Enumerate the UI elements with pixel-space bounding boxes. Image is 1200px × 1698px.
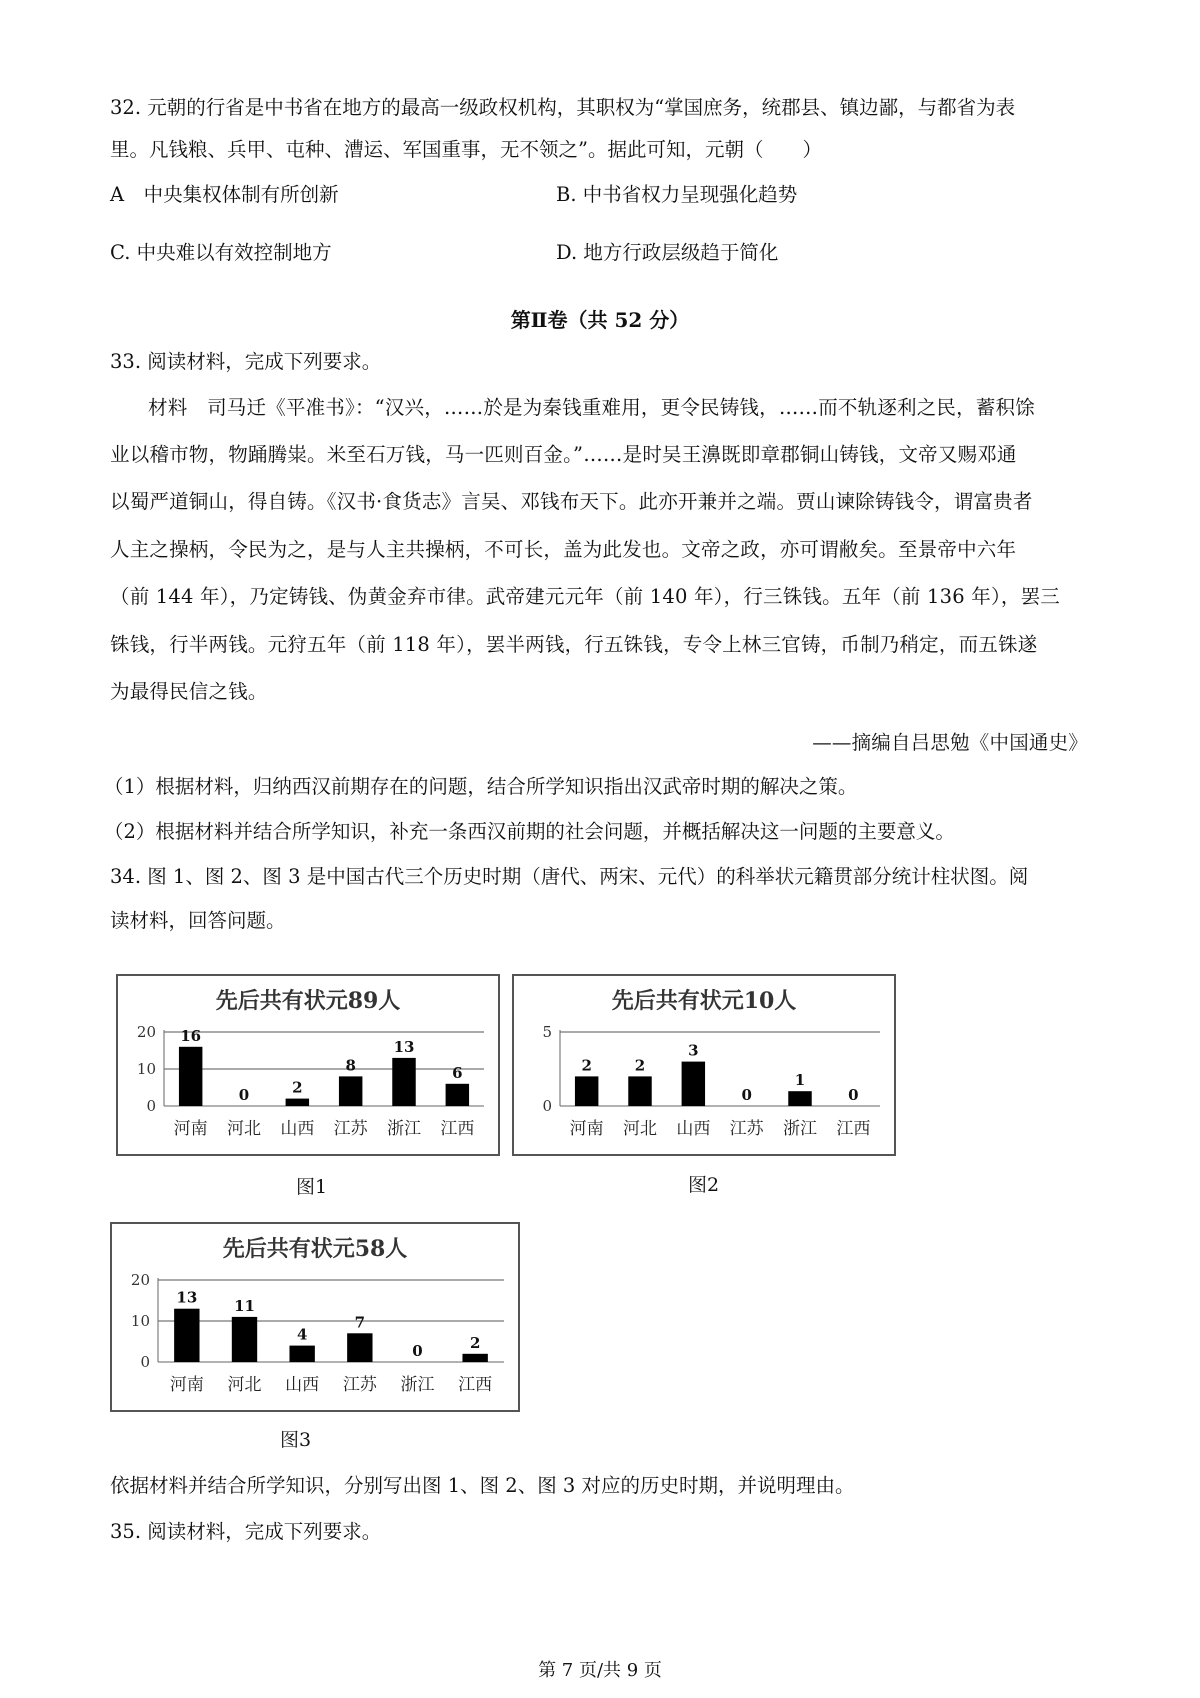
x-tick-label: 河北	[623, 1119, 657, 1139]
data-label: 16	[180, 1026, 202, 1045]
q32-option-b: B. 中书省权力呈现强化趋势	[556, 183, 798, 206]
bar	[788, 1091, 811, 1106]
bar	[179, 1047, 202, 1106]
data-label: 6	[452, 1063, 463, 1082]
q32-option-a: A 中央集权体制有所创新	[110, 183, 339, 206]
data-label: 2	[469, 1333, 481, 1352]
x-tick-label: 河南	[569, 1119, 604, 1139]
q33-material-line: 为最得民信之钱。	[110, 680, 268, 703]
q33-material-line: 以蜀严道铜山，得自铸。《汉书·食货志》言吴、邓钱布天下。此亦开兼并之端。贾山谏除铸钱令，谓富贵者	[110, 490, 1033, 513]
chart-figure-3	[110, 1222, 520, 1412]
chart-figure-1	[116, 974, 500, 1156]
x-tick-label: 江苏	[729, 1119, 764, 1139]
bar	[446, 1084, 469, 1106]
figure-1-caption: 图1	[296, 1176, 328, 1198]
chart-title: 先后共有状元89人	[215, 988, 401, 1014]
bar-chart-2	[514, 976, 894, 1154]
data-label: 2	[634, 1056, 646, 1075]
data-label: 4	[296, 1325, 308, 1344]
q33-material-line: 业以稽市物，物踊腾粜。米至石万钱，马一匹则百金。”……是时吴王濞既即章郡铜山铸钱，文帝又赐邓通	[110, 443, 1017, 466]
bar	[575, 1076, 598, 1106]
q35-stem: 35. 阅读材料，完成下列要求。	[110, 1520, 382, 1543]
x-tick-label: 河南	[173, 1119, 208, 1139]
q33-material-line: （前 144 年），乃定铸钱、伪黄金弃市律。武帝建元元年（前 140 年），行三铢钱。五年（前 136 年），罢三	[110, 585, 1060, 608]
data-label: 0	[412, 1342, 423, 1360]
chart-title: 先后共有状元10人	[611, 988, 797, 1014]
data-label: 2	[292, 1078, 303, 1097]
y-tick-label: 5	[542, 1023, 552, 1041]
x-tick-label: 山西	[285, 1375, 320, 1395]
data-label: 0	[848, 1086, 859, 1104]
bar	[392, 1058, 415, 1106]
data-label: 11	[234, 1296, 255, 1315]
bar	[174, 1309, 199, 1362]
q32-stem-line1: 32. 元朝的行省是中书省在地方的最高一级政权机构，其职权为“掌国庶务，统郡县、镇边鄙，与都省为表	[110, 96, 1016, 119]
bar	[347, 1333, 372, 1362]
x-tick-label: 江苏	[333, 1119, 368, 1139]
data-label: 13	[176, 1288, 198, 1307]
bar	[289, 1346, 314, 1362]
page-footer: 第 7 页/共 9 页	[538, 1660, 662, 1681]
q32-option-d: D. 地方行政层级趋于简化	[556, 241, 779, 264]
x-tick-label: 河北	[227, 1375, 262, 1395]
q34-stem-line2: 读材料，回答问题。	[110, 909, 286, 932]
data-label: 13	[393, 1037, 415, 1056]
data-label: 7	[354, 1313, 366, 1332]
q33-source: ——摘编自吕思勉《中国通史》	[812, 731, 1088, 754]
q34-question: 依据材料并结合所学知识，分别写出图 1、图 2、图 3 对应的历史时期，并说明理由。	[110, 1474, 855, 1497]
data-label: 8	[345, 1056, 356, 1075]
data-label: 2	[581, 1056, 592, 1075]
bar	[232, 1317, 257, 1362]
y-tick-label: 10	[130, 1312, 150, 1330]
bar-chart-3	[112, 1224, 518, 1410]
bar-chart-1	[118, 976, 498, 1154]
q33-subquestion-2: （2）根据材料并结合所学知识，补充一条西汉前期的社会问题，并概括解决这一问题的主要意义。	[104, 820, 955, 843]
data-label: 1	[794, 1071, 806, 1090]
data-label: 0	[741, 1086, 752, 1104]
x-tick-label: 江西	[440, 1119, 475, 1139]
figure-2-caption: 图2	[688, 1174, 720, 1196]
y-tick-label: 20	[130, 1271, 150, 1289]
x-tick-label: 江西	[458, 1375, 493, 1395]
x-tick-label: 浙江	[783, 1119, 817, 1139]
data-label: 3	[688, 1041, 699, 1060]
y-tick-label: 0	[146, 1097, 156, 1115]
q33-subquestion-1: （1）根据材料，归纳西汉前期存在的问题，结合所学知识指出汉武帝时期的解决之策。	[104, 775, 858, 798]
bar	[339, 1076, 362, 1106]
x-tick-label: 河北	[227, 1119, 261, 1139]
x-tick-label: 浙江	[387, 1119, 421, 1139]
y-tick-label: 20	[136, 1023, 156, 1041]
q33-material-line: 材料 司马迁《平准书》：“汉兴，……於是为秦钱重难用，更令民铸钱，……而不轨逐利之民，蓄积馀	[148, 396, 1035, 419]
y-tick-label: 0	[542, 1097, 552, 1115]
q33-stem: 33. 阅读材料，完成下列要求。	[110, 350, 382, 373]
x-tick-label: 江苏	[342, 1375, 377, 1395]
bar	[286, 1099, 309, 1106]
data-label: 0	[238, 1086, 250, 1104]
x-tick-label: 山西	[676, 1119, 711, 1139]
q33-material-line: 铢钱，行半两钱。元狩五年（前 118 年），罢半两钱，行五铢钱，专令上林三官铸，币制乃稍定，而五铢遂	[110, 633, 1038, 656]
bar	[462, 1354, 487, 1362]
q32-option-c: C. 中央难以有效控制地方	[110, 241, 332, 264]
chart-figure-2	[512, 974, 896, 1156]
chart-title: 先后共有状元58人	[222, 1236, 408, 1262]
q33-material-line: 人主之操柄，令民为之，是与人主共操柄，不可长，盖为此发也。文帝之政，亦可谓敝矣。至景帝中六年	[110, 538, 1017, 561]
y-tick-label: 0	[140, 1353, 150, 1371]
x-tick-label: 河南	[169, 1375, 204, 1395]
x-tick-label: 浙江	[400, 1375, 435, 1395]
x-tick-label: 江西	[836, 1119, 871, 1139]
y-tick-label: 10	[136, 1060, 156, 1078]
bar	[628, 1076, 651, 1106]
figure-3-caption: 图3	[280, 1429, 312, 1451]
section-title: 第Ⅱ卷（共 52 分）	[510, 308, 690, 332]
bar	[682, 1062, 705, 1106]
q34-stem-line1: 34. 图 1、图 2、图 3 是中国古代三个历史时期（唐代、两宋、元代）的科举状元籍贯部分统计柱状图。阅	[110, 865, 1029, 888]
x-tick-label: 山西	[280, 1119, 315, 1139]
q32-stem-line2: 里。凡钱粮、兵甲、屯种、漕运、军国重事，无不领之”。据此可知，元朝（ ）	[110, 138, 822, 161]
